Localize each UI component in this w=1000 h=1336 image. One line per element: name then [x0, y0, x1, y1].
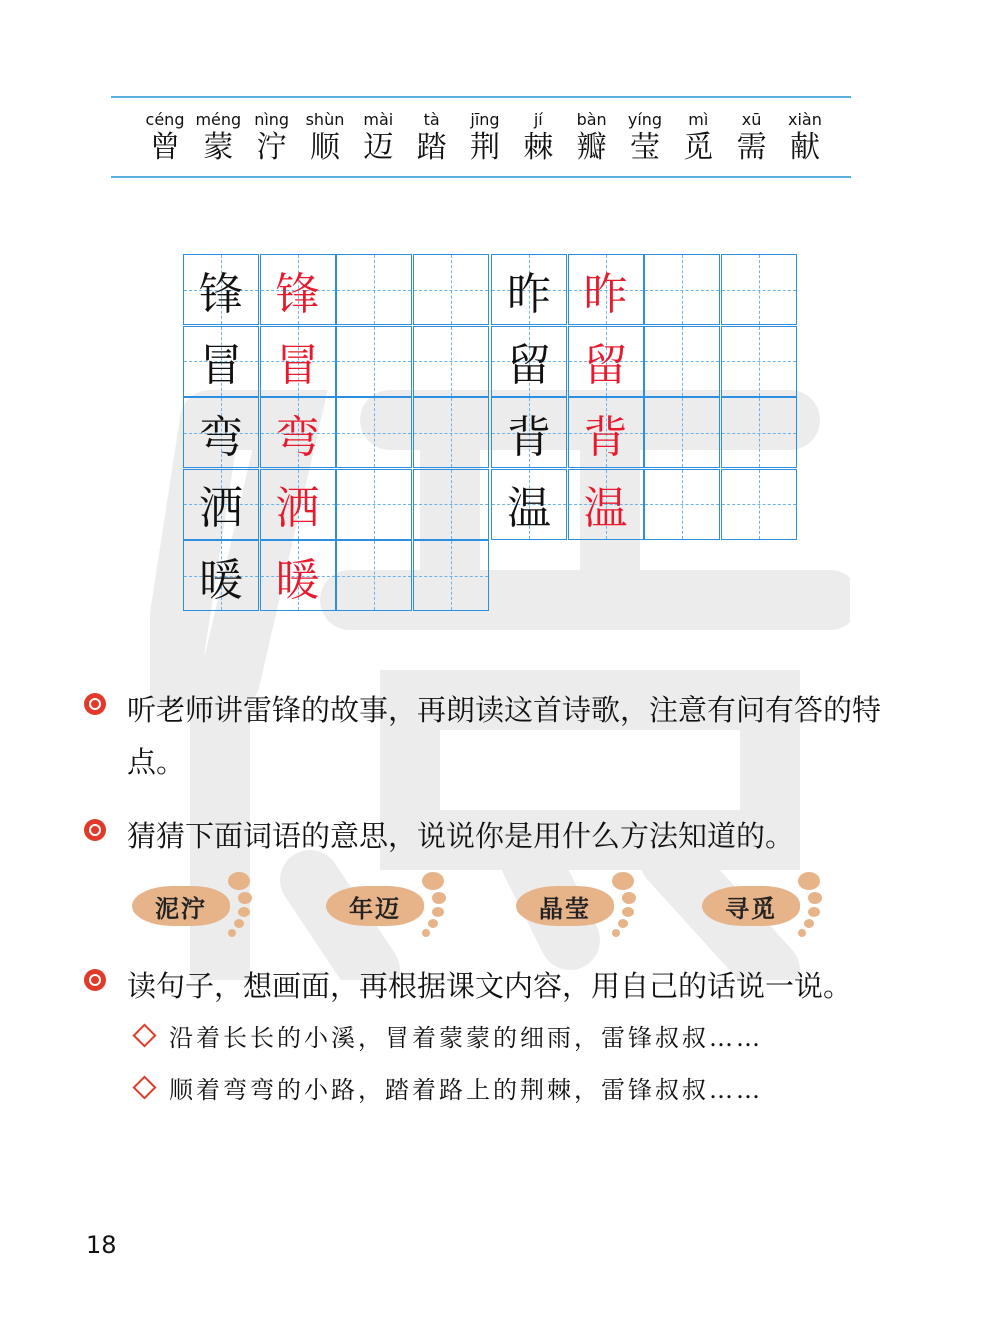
grid-cell — [491, 254, 567, 325]
vocab-item — [407, 110, 457, 166]
grid-cell — [260, 469, 336, 540]
vocab-item — [460, 110, 510, 166]
vocab-pinyin: bàn — [576, 110, 607, 129]
vocab-char: 泞 — [256, 130, 287, 165]
task-3-text: 读句子，想画面，再根据课文内容，用自己的话说一说。 — [127, 969, 853, 1003]
grid-char-model: 冒 — [199, 340, 243, 391]
word-nining: 泥泞 — [155, 893, 207, 923]
vocab-char: 踏 — [416, 130, 447, 165]
diamond-icon — [132, 1075, 156, 1099]
vocab-item — [620, 110, 670, 166]
grid-char-trace: 冒 — [275, 340, 320, 391]
grid-cell[interactable] — [644, 397, 720, 468]
grid-char-model: 昨 — [507, 268, 551, 320]
vocab-row — [140, 110, 830, 166]
grid-char-model: 洒 — [199, 483, 243, 534]
grid-cell — [491, 326, 567, 397]
grid-cell — [260, 540, 336, 611]
task-1 — [84, 684, 887, 788]
grid-cell — [260, 326, 336, 397]
grid-cell[interactable] — [644, 469, 720, 540]
vocab-pinyin: yíng — [627, 110, 663, 129]
task-2-text: 猜猜下面词语的意思，说说你是用什么方法知道的。 — [127, 819, 795, 853]
grid-cell[interactable] — [721, 469, 797, 540]
grid-char-trace: 锋 — [275, 268, 320, 320]
sentence-1-text: 沿着长长的小溪，冒着蒙蒙的细雨，雷锋叔叔…… — [169, 1024, 763, 1052]
grid-cell — [260, 254, 336, 325]
grid-char-model: 弯 — [199, 411, 243, 463]
sentence-1 — [132, 1018, 763, 1053]
grid-cell — [568, 254, 644, 325]
grid-char-trace: 背 — [583, 411, 628, 463]
vocab-char: 献 — [789, 130, 820, 165]
sentence-2 — [132, 1070, 763, 1105]
page-number: 18 — [86, 1231, 117, 1259]
grid-cell — [183, 326, 259, 397]
grid-cell — [260, 397, 336, 468]
sentence-2-text: 顺着弯弯的小路，踏着路上的荆棘，雷锋叔叔…… — [169, 1076, 763, 1104]
grid-char-model: 温 — [507, 483, 551, 534]
grid-char-model: 留 — [507, 340, 551, 391]
word-xunmi: 寻觅 — [725, 893, 777, 923]
word-footprint-3 — [516, 866, 640, 942]
grid-cell — [491, 397, 567, 468]
grid-char-trace: 洒 — [275, 483, 320, 534]
vocab-pinyin: mài — [363, 110, 394, 129]
grid-cell[interactable] — [413, 326, 489, 397]
vocab-char: 迈 — [363, 130, 394, 165]
bullet-icon — [84, 969, 106, 991]
word-jingying: 晶莹 — [539, 893, 591, 923]
task-3 — [84, 960, 887, 1012]
grid-cell[interactable] — [644, 326, 720, 397]
grid-char-trace: 弯 — [275, 411, 320, 463]
vocab-pinyin: mì — [688, 110, 709, 129]
grid-cell[interactable] — [413, 397, 489, 468]
vocab-pinyin: nìng — [254, 110, 290, 129]
vocab-pinyin: xiàn — [788, 110, 822, 129]
vocab-char: 需 — [736, 130, 767, 165]
grid-cell — [183, 254, 259, 325]
grid-cell[interactable] — [336, 254, 412, 325]
vocab-pinyin: xū — [741, 110, 762, 129]
vocab-char: 莹 — [629, 130, 660, 165]
vocab-pinyin: jí — [533, 110, 543, 129]
word-footprint-2 — [326, 866, 450, 942]
vocab-item — [673, 110, 723, 166]
grid-char-trace: 暖 — [275, 554, 320, 606]
word-footprint-1 — [132, 866, 256, 942]
grid-cell[interactable] — [721, 326, 797, 397]
word-nianmai: 年迈 — [349, 893, 401, 923]
grid-cell — [183, 540, 259, 611]
grid-char-trace: 留 — [583, 340, 628, 391]
vocab-pinyin: jīng — [470, 110, 500, 129]
grid-cell[interactable] — [336, 397, 412, 468]
vocab-char: 瓣 — [576, 130, 607, 165]
grid-cell[interactable] — [413, 254, 489, 325]
vocab-pinyin: méng — [195, 110, 242, 129]
grid-cell[interactable] — [644, 254, 720, 325]
vocab-char: 蒙 — [203, 130, 234, 165]
vocab-char: 顺 — [309, 130, 340, 165]
grid-cell[interactable] — [336, 540, 412, 611]
vocab-item — [513, 110, 563, 166]
vocab-item — [353, 110, 403, 166]
grid-cell — [183, 397, 259, 468]
grid-cell — [183, 469, 259, 540]
grid-char-trace: 温 — [583, 483, 628, 534]
grid-char-model: 锋 — [199, 268, 243, 320]
vocab-item — [727, 110, 777, 166]
grid-cell — [568, 469, 644, 540]
vocab-pinyin: céng — [145, 110, 185, 129]
vocab-pinyin: tà — [423, 110, 440, 129]
vocab-item — [567, 110, 617, 166]
vocab-char: 曾 — [150, 130, 180, 165]
vocab-char: 棘 — [523, 130, 554, 165]
vocab-item — [193, 110, 243, 166]
grid-char-model: 背 — [507, 411, 551, 463]
vocab-item — [780, 110, 830, 166]
bullet-icon — [84, 819, 106, 841]
vocab-char: 荆 — [469, 130, 500, 165]
diamond-icon — [132, 1023, 156, 1047]
vocab-pinyin: shùn — [305, 110, 345, 129]
vocab-item — [247, 110, 297, 166]
vocab-char: 觅 — [683, 130, 714, 165]
task-2 — [84, 810, 887, 862]
bullet-icon — [84, 693, 106, 715]
vocab-item — [140, 110, 190, 166]
grid-cell[interactable] — [721, 397, 797, 468]
grid-cell — [491, 469, 567, 540]
grid-cell[interactable] — [336, 469, 412, 540]
grid-cell[interactable] — [413, 469, 489, 540]
top-rule — [111, 96, 851, 98]
vocab-item — [300, 110, 350, 166]
grid-cell — [568, 397, 644, 468]
grid-char-trace: 昨 — [583, 268, 628, 320]
grid-char-model: 暖 — [199, 554, 243, 606]
grid-cell — [568, 326, 644, 397]
grid-cell[interactable] — [721, 254, 797, 325]
grid-cell[interactable] — [413, 540, 489, 611]
bottom-rule — [111, 176, 851, 178]
grid-cell[interactable] — [336, 326, 412, 397]
task-1-text: 听老师讲雷锋的故事，再朗读这首诗歌，注意有问有答的特点。 — [127, 693, 882, 779]
word-footprint-4 — [702, 866, 826, 942]
